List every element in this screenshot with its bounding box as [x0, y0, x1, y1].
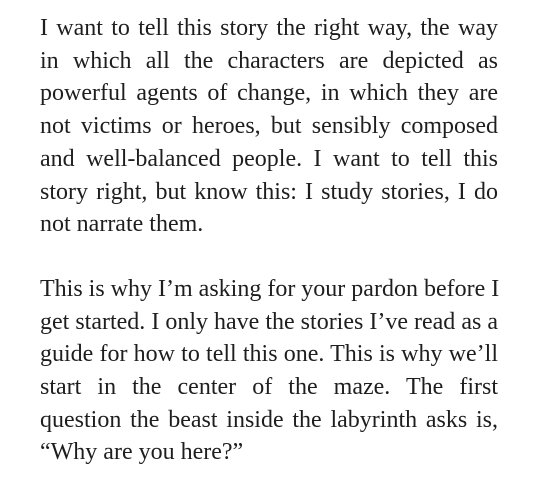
- text-line: powerful agents of change, in which they are: [40, 80, 498, 107]
- text-line: get started. I only have the stories I’ve read as a: [40, 308, 498, 335]
- text-line: and well-balanced people. I want to tell this: [40, 145, 498, 172]
- text-line: story right, but know this: I study stories, I do: [40, 178, 498, 205]
- text-line: I want to tell this story the right way, the way: [40, 15, 498, 41]
- text-line: not victims or heroes, but sensibly composed: [40, 113, 498, 140]
- text-line: “Why are you here?”: [40, 439, 244, 466]
- paragraph-1: [40, 12, 498, 241]
- text-line: in which all the characters are depicted as: [40, 47, 498, 74]
- text-line: question the beast inside the labyrinth asks is,: [40, 406, 498, 433]
- text-line: This is why I’m asking for your pardon before I: [40, 275, 500, 302]
- paragraph-2: [40, 273, 498, 469]
- document-page: [40, 12, 498, 469]
- text-line: not narrate them.: [40, 211, 204, 238]
- text-line: guide for how to tell this one. This is why we’ll: [40, 341, 498, 368]
- text-line: start in the center of the maze. The first: [40, 374, 498, 401]
